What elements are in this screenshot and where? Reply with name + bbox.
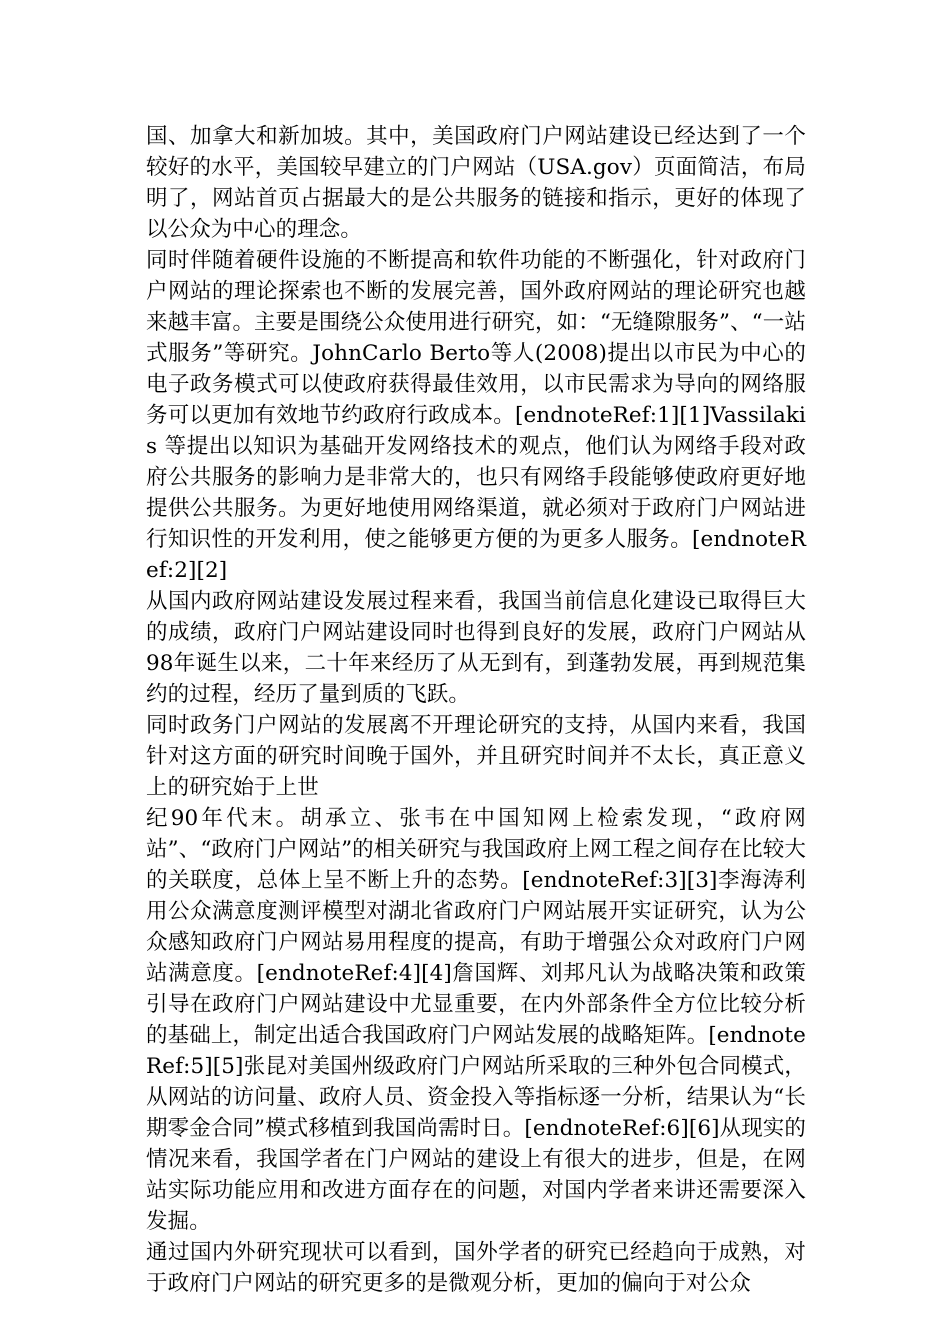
body-text	[146, 121, 806, 1299]
paragraph-3: 从国内政府网站建设发展过程来看，我国当前信息化建设已取得巨大的成绩，政府门户网站建设同时也得到良好的发展，政府门户网站从98年诞生以来，二十年来经历了从无到有，到蓬勃发展，再到规范集约的过程，经历了量到质的飞跃。	[146, 589, 806, 707]
paragraph-4: 同时政务门户网站的发展离不开理论研究的支持，从国内来看，我国针对这方面的研究时间晚于国外，并且研究时间并不太长，真正意义上的研究始于上世	[146, 713, 806, 800]
paragraph-5: 纪90年代末。胡承立、张韦在中国知网上检索发现，“政府网站”、“政府门户网站”的相关研究与我国政府上网工程之间存在比较大的关联度，总体上呈不断上升的态势。[endnoteRef:3][3]李海涛利用公众满意度测评模型对湖北省政府门户网站展开实证研究，认为公众感知政府门户网站易用程度的提高，有助于增强公众对政府门户网站满意度。[endnoteRef:4][4]詹国辉、刘邦凡认为战略决策和政策引导在政府门户网站建设中尤显重要，在内外部条件全方位比较分析的基础上，制定出适合我国政府门户网站发展的战略矩阵。[endnoteRef:5][5]张昆对美国州级政府门户网站所采取的三种外包合同模式，从网站的访问量、政府人员、资金投入等指标逐一分析，结果认为“长期零金合同”模式移植到我国尚需时日。[endnoteRef:6][6]从现实的情况来看，我国学者在门户网站的建设上有很大的进步，但是，在网站实际功能应用和改进方面存在的问题，对国内学者来讲还需要深入发掘。	[146, 806, 806, 1234]
paragraph-2: 同时伴随着硬件设施的不断提高和软件功能的不断强化，针对政府门户网站的理论探索也不断的发展完善，国外政府网站的理论研究也越来越丰富。主要是围绕公众使用进行研究，如：“无缝隙服务”、“一站式服务”等研究。JohnCarlo Berto等人(2008)提出以市民为中心的电子政务模式可以使政府获得最佳效用，以市民需求为导向的网络服务可以更加有效地节约政府行政成本。[endnoteRef:1][1]Vassilakis 等提出以知识为基础开发网络技术的观点，他们认为网络手段对政府公共服务的影响力是非常大的，也只有网络手段能够使政府更好地提供公共服务。为更好地使用网络渠道，就必须对于政府门户网站进行知识性的开发利用，使之能够更方便的为更多人服务。[endnoteRef:2][2]	[146, 248, 806, 583]
paragraph-6: 通过国内外研究现状可以看到，国外学者的研究已经趋向于成熟，对于政府门户网站的研究更多的是微观分析，更加的偏向于对公众	[146, 1240, 806, 1296]
paragraph-1: 国、加拿大和新加坡。其中，美国政府门户网站建设已经达到了一个较好的水平，美国较早建立的门户网站（USA.gov）页面简洁，布局明了，网站首页占据最大的是公共服务的链接和指示，更好的体现了以公众为中心的理念。	[146, 124, 806, 242]
